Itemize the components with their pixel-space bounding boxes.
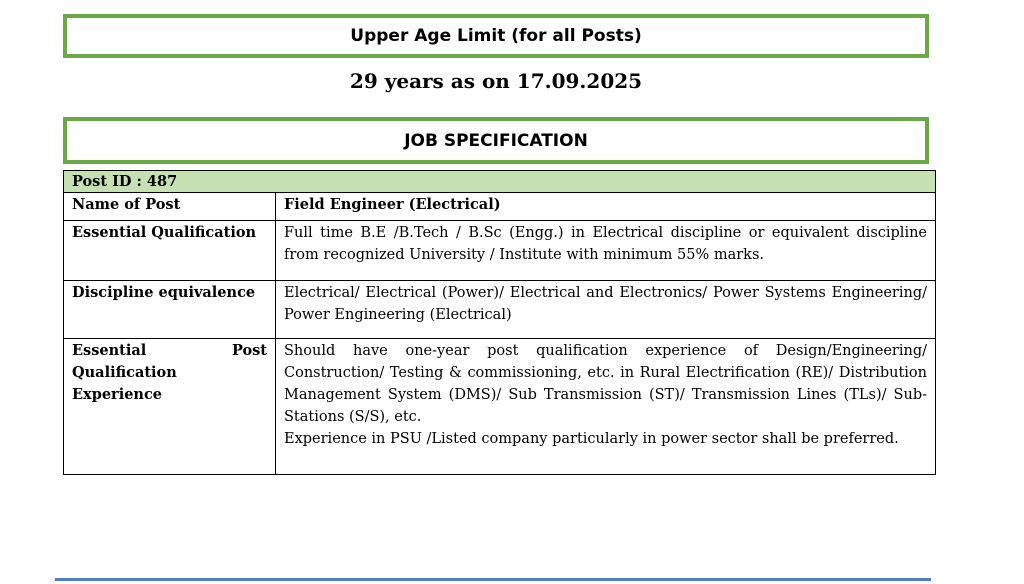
job-spec-heading: JOB SPECIFICATION [404, 130, 588, 151]
row-value-experience [276, 339, 936, 475]
table-row [64, 221, 936, 281]
exp-label-word2: Post [231, 342, 267, 359]
experience-text: Should have one-year post qualification experience of Design/Engineering/ Construction/ Testing & commissioning, etc. in Rural Electrification (RE)/ Distribution Management System (DMS)/ Sub Transmission (ST)/ Transmission Lines (TLs)/ Sub-Stations (S/S), etc. [284, 343, 927, 425]
age-limit-heading: Upper Age Limit (for all Posts) [350, 26, 642, 46]
post-id-cell: Post ID : 487 [64, 171, 936, 193]
bottom-divider [55, 578, 931, 581]
post-id-row [64, 171, 936, 193]
row-label-discipline-equivalence: Discipline equivalence [64, 281, 276, 339]
table-row [64, 339, 936, 475]
job-spec-banner [63, 117, 929, 164]
row-label-name-of-post: Name of Post [64, 193, 276, 221]
experience-preference: Experience in PSU /Listed company particularly in power sector shall be preferred. [284, 431, 899, 447]
exp-label-word4: Experience [72, 386, 163, 403]
table-row [64, 193, 936, 221]
job-spec-table [63, 170, 936, 475]
age-limit-banner [63, 14, 929, 58]
row-value-name-of-post: Field Engineer (Electrical) [276, 193, 936, 221]
row-value-essential-qualification: Full time B.E /B.Tech / B.Sc (Engg.) in Electrical discipline or equivalent discipline from recognized University / Institute with minimum 55% marks. [276, 221, 936, 281]
exp-label-word3: Qualification [72, 364, 177, 381]
exp-label-word1: Essential [72, 342, 147, 359]
table-row [64, 281, 936, 339]
age-limit-value: 29 years as on 17.09.2025 [349, 69, 643, 93]
row-value-discipline-equivalence: Electrical/ Electrical (Power)/ Electrical and Electronics/ Power Systems Engineering/ Power Engineering (Electrical) [276, 281, 936, 339]
row-label-experience [64, 339, 276, 475]
row-label-essential-qualification: Essential Qualification [64, 221, 276, 281]
